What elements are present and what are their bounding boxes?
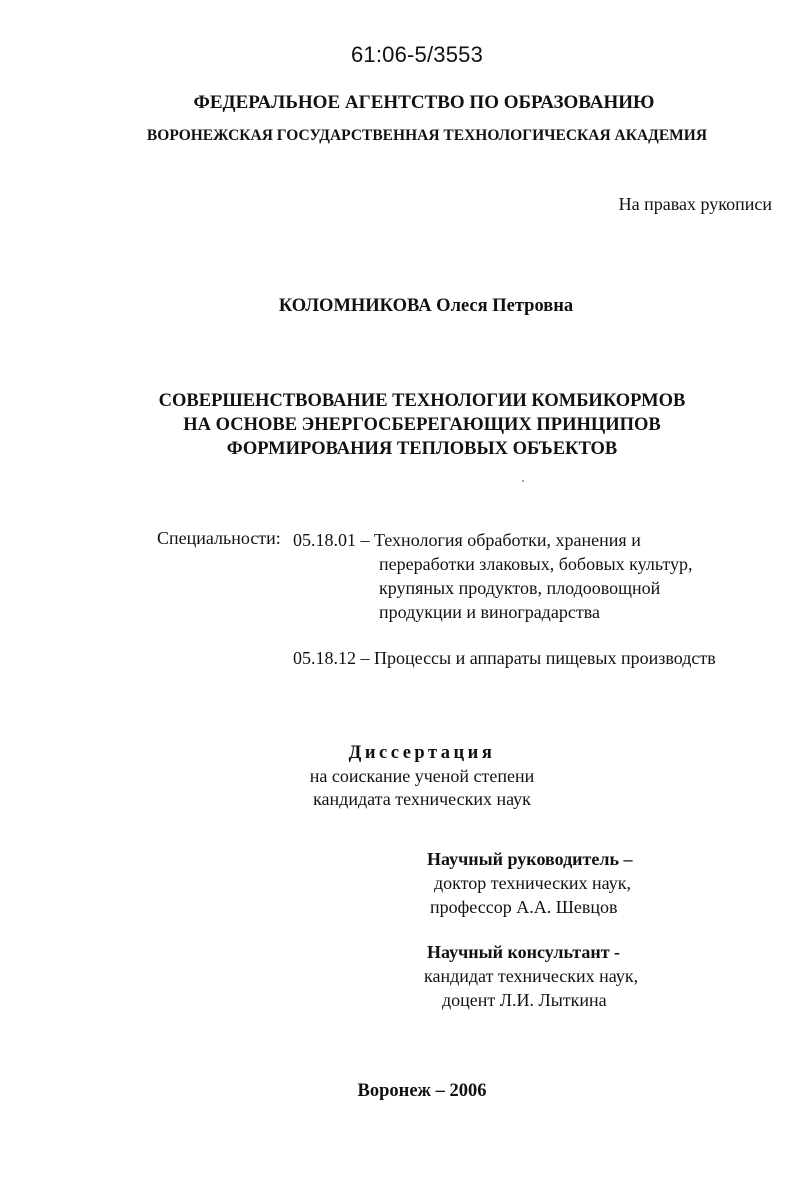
specialty-1-line-2: переработки злаковых, бобовых культур, <box>379 554 693 574</box>
consultant-name: доцент Л.И. Лыткина <box>442 990 607 1010</box>
consultant-degree: кандидат технических наук, <box>424 966 639 986</box>
specialty-1-line-1: 05.18.01 – Технология обработки, хранения и <box>293 530 641 550</box>
consultant-block <box>410 940 638 1012</box>
specialty-1-line-4: продукции и виноградарства <box>379 602 600 622</box>
agency-heading: ФЕДЕРАЛЬНОЕ АГЕНТСТВО ПО ОБРАЗОВАНИЮ <box>193 92 655 113</box>
rights-note: На правах рукописи <box>618 194 772 214</box>
specialties-label: Специальности: <box>157 528 281 548</box>
specialty-1-line-3: крупяных продуктов, плодоовощной <box>379 578 661 598</box>
consultant-role: Научный консультант - <box>427 942 621 962</box>
supervisor-block <box>410 847 633 919</box>
specialty-1 <box>293 528 693 624</box>
supervisor-name: профессор А.А. Шевцов <box>430 897 618 917</box>
academy-heading: ВОРОНЕЖСКАЯ ГОСУДАРСТВЕННАЯ ТЕХНОЛОГИЧЕСКАЯ АКАДЕМИЯ <box>146 127 708 144</box>
catalog-number: 61:06-5/3553 <box>350 42 484 67</box>
supervisor-degree: доктор технических наук, <box>434 873 631 893</box>
dissertation-block <box>0 741 794 811</box>
author-name: КОЛОМНИКОВА Олеся Петровна <box>278 296 574 316</box>
scan-speck <box>522 480 524 482</box>
supervisor-role: Научный руководитель – <box>427 849 633 869</box>
title-line-3: ФОРМИРОВАНИЯ ТЕПЛОВЫХ ОБЪЕКТОВ <box>226 439 618 459</box>
dissertation-heading: Диссертация <box>348 743 496 763</box>
city-year-footer: Воронеж – 2006 <box>357 1081 487 1101</box>
title-line-2: НА ОСНОВЕ ЭНЕРГОСБЕРЕГАЮЩИХ ПРИНЦИПОВ <box>183 415 661 435</box>
dissertation-line-2: кандидата технических наук <box>313 789 531 809</box>
dissertation-title <box>0 389 794 461</box>
dissertation-line-1: на соискание ученой степени <box>309 766 535 786</box>
specialty-2: 05.18.12 – Процессы и аппараты пищевых производств <box>293 648 716 668</box>
title-line-1: СОВЕРШЕНСТВОВАНИЕ ТЕХНОЛОГИИ КОМБИКОРМОВ <box>158 391 686 411</box>
